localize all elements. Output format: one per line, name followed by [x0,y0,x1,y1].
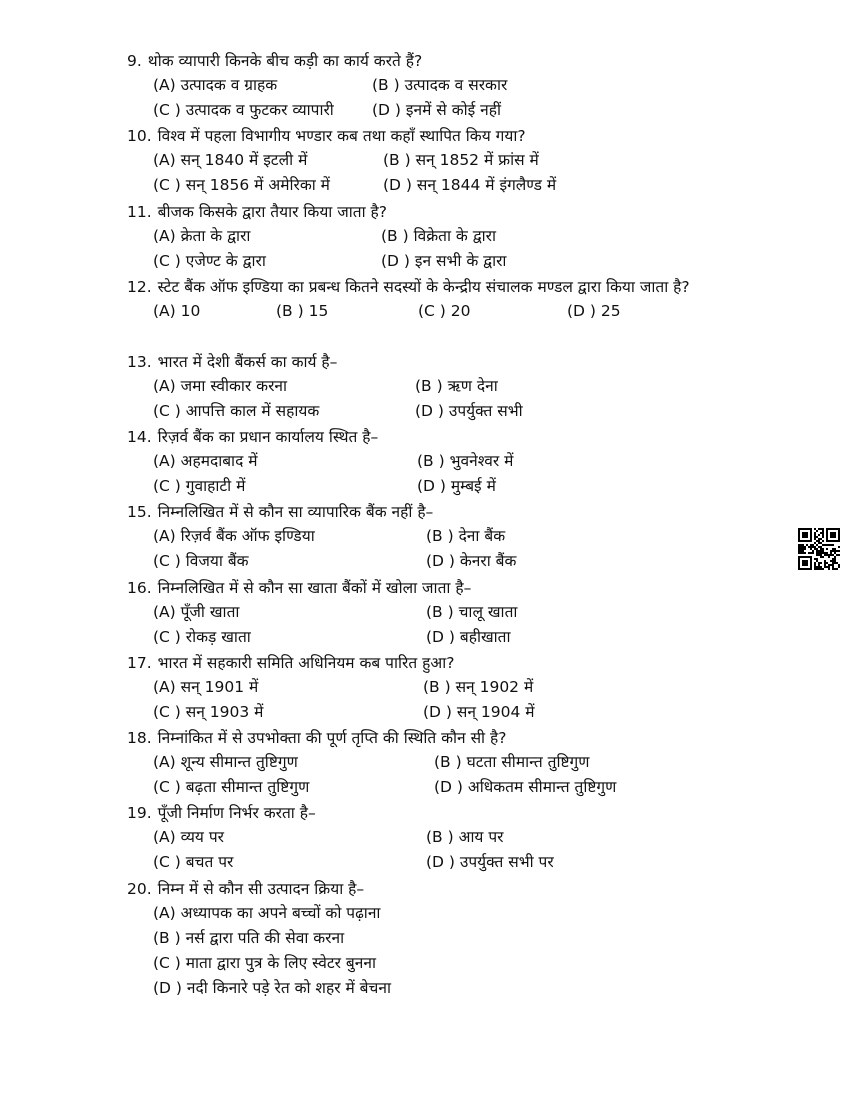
option-d: (D ) नदी किनारे पड़े रेत को शहर में बेचना [153,979,391,997]
option-a: (A) शून्य सीमान्त तुष्टिगुण [153,753,298,771]
question-13 [127,350,767,424]
question-statement: बीजक किसके द्वारा तैयार किया जाता है? [157,203,387,221]
option-b: (B ) 15 [276,302,329,320]
option-row [153,750,767,775]
option-d: (D ) सन् 1904 में [423,703,535,721]
question-number: 19. [127,804,152,822]
question-statement: विश्व में पहला विभागीय भण्डार कब तथा कहाँ स्थापित किय गया? [157,127,526,145]
option-row [153,98,767,123]
option-a: (A) रिज़र्व बैंक ऑफ इण्डिया [153,527,315,545]
question-number: 15. [127,503,152,521]
question-statement: निम्नलिखित में से कौन सा व्यापारिक बैंक नहीं है– [157,503,434,521]
question-12 [127,275,767,324]
question-statement: भारत में सहकारी समिति अधिनियम कब पारित हुआ? [157,654,455,672]
option-d: (D ) मुम्बई में [417,477,496,495]
question-number: 16. [127,579,152,597]
options [153,675,767,725]
question-statement: निम्नलिखित में से कौन सा खाता बैंकों में खोला जाता है– [157,579,472,597]
question-9 [127,49,767,123]
option-c: (C ) सन् 1903 में [153,703,264,721]
options [153,750,767,800]
option-d: (D ) बहीखाता [426,628,511,646]
qr-code-icon [798,528,840,570]
question-text [127,124,767,148]
question-number: 10. [127,127,152,145]
option-a: (A) सन् 1840 में इटली में [153,151,308,169]
option-a: (A) जमा स्वीकार करना [153,377,288,395]
option-a: (A) क्रेता के द्वारा [153,227,251,245]
option-b: (B ) विक्रेता के द्वारा [381,227,497,245]
question-number: 13. [127,353,152,371]
option-row [153,173,767,198]
option-b: (B ) सन् 1852 में फ्रांस में [383,151,539,169]
option-b: (B ) ऋण देना [415,377,498,395]
option-c: (C ) विजया बैंक [153,552,249,570]
question-text [127,500,767,524]
option-a: (A) व्यय पर [153,828,224,846]
option-d: (D ) केनरा बैंक [426,552,517,570]
question-text [127,576,767,600]
option-row [153,775,767,800]
question-text [127,200,767,224]
option-b: (B ) सन् 1902 में [423,678,534,696]
option-c: (C ) रोकड़ खाता [153,628,251,646]
option-row [153,600,767,625]
question-15 [127,500,767,574]
option-d: (D ) उपर्युक्त सभी पर [426,853,554,871]
option-row [153,625,767,650]
option-c: (C ) बढ़ता सीमान्त तुष्टिगुण [153,778,310,796]
options [153,901,767,1001]
question-number: 11. [127,203,152,221]
question-14 [127,425,767,499]
option-row [153,399,767,424]
options [153,374,767,424]
options [153,299,767,324]
question-statement: रिज़र्व बैंक का प्रधान कार्यालय स्थित है– [157,428,379,446]
question-statement: भारत में देशी बैंकर्स का कार्य है– [157,353,338,371]
options [153,73,767,123]
option-row [153,224,767,249]
question-number: 12. [127,278,152,296]
option-row [153,474,767,499]
question-statement: स्टेट बैंक ऑफ इण्डिया का प्रबन्ध कितने सदस्यों के केन्द्रीय संचालक मण्डल द्वारा किया जाता है? [157,278,690,296]
question-number: 17. [127,654,152,672]
question-19 [127,801,767,875]
option-row [153,825,767,850]
option-b: (B ) घटता सीमान्त तुष्टिगुण [434,753,590,771]
option-row [153,299,767,324]
question-text [127,801,767,825]
question-text [127,425,767,449]
option-d: (D ) इन सभी के द्वारा [381,252,507,270]
question-16 [127,576,767,650]
option-row [153,73,767,98]
question-20 [127,877,767,1001]
option-a: (A) उत्पादक व ग्राहक [153,76,278,94]
option-c: (C ) बचत पर [153,853,234,871]
option-a: (A) अहमदाबाद में [153,452,258,470]
question-text [127,49,767,73]
option-a: (A) 10 [153,302,201,320]
options [153,148,767,198]
option-c: (C ) 20 [418,302,471,320]
option-c: (C ) आपत्ति काल में सहायक [153,402,320,420]
options [153,825,767,875]
question-statement: थोक व्यापारी किनके बीच कड़ी का कार्य करते हैं? [147,52,423,70]
option-d: (D ) सन् 1844 में इंगलैण्ड में [383,176,557,194]
option-row [153,675,767,700]
option-c: (C ) उत्पादक व फुटकर व्यापारी [153,101,334,119]
question-text [127,726,767,750]
option-d: (D ) अधिकतम सीमान्त तुष्टिगुण [434,778,617,796]
options [153,224,767,274]
options [153,600,767,650]
question-10 [127,124,767,198]
option-a: (A) सन् 1901 में [153,678,259,696]
option-row [153,700,767,725]
option-d: (D ) इनमें से कोई नहीं [372,101,502,119]
question-text [127,350,767,374]
option-row [153,524,767,549]
option-d: (D ) उपर्युक्त सभी [415,402,523,420]
option-c: (C ) एजेण्ट के द्वारा [153,252,266,270]
option-row [153,549,767,574]
option-b: (B ) आय पर [426,828,504,846]
question-number: 18. [127,729,152,747]
option-row [153,374,767,399]
option-a: (A) पूँजी खाता [153,603,240,621]
question-text [127,275,767,299]
question-17 [127,651,767,725]
option-row [153,449,767,474]
option-c: (C ) माता द्वारा पुत्र के लिए स्वेटर बुनना [153,954,376,972]
question-18 [127,726,767,800]
question-text [127,877,767,901]
question-11 [127,200,767,274]
question-statement: पूँजी निर्माण निर्भर करता है– [157,804,316,822]
option-b: (B ) उत्पादक व सरकार [372,76,508,94]
question-text [127,651,767,675]
option-row [153,850,767,875]
option-c: (C ) सन् 1856 में अमेरिका में [153,176,330,194]
option-d: (D ) 25 [567,302,621,320]
option-c: (C ) गुवाहाटी में [153,477,246,495]
options [153,449,767,499]
option-row [153,249,767,274]
question-number: 20. [127,880,152,898]
option-b: (B ) नर्स द्वारा पति की सेवा करना [153,929,345,947]
option-b: (B ) देना बैंक [426,527,506,545]
question-number: 14. [127,428,152,446]
option-b: (B ) भुवनेश्वर में [417,452,514,470]
option-b: (B ) चालू खाता [426,603,518,621]
question-statement: निम्नांकित में से उपभोक्ता की पूर्ण तृप्ति की स्थिति कौन सी है? [157,729,507,747]
option-row [153,148,767,173]
option-a: (A) अध्यापक का अपने बच्चों को पढ़ाना [153,904,381,922]
question-number: 9. [127,52,142,70]
question-statement: निम्न में से कौन सी उत्पादन क्रिया है– [157,880,365,898]
options [153,524,767,574]
